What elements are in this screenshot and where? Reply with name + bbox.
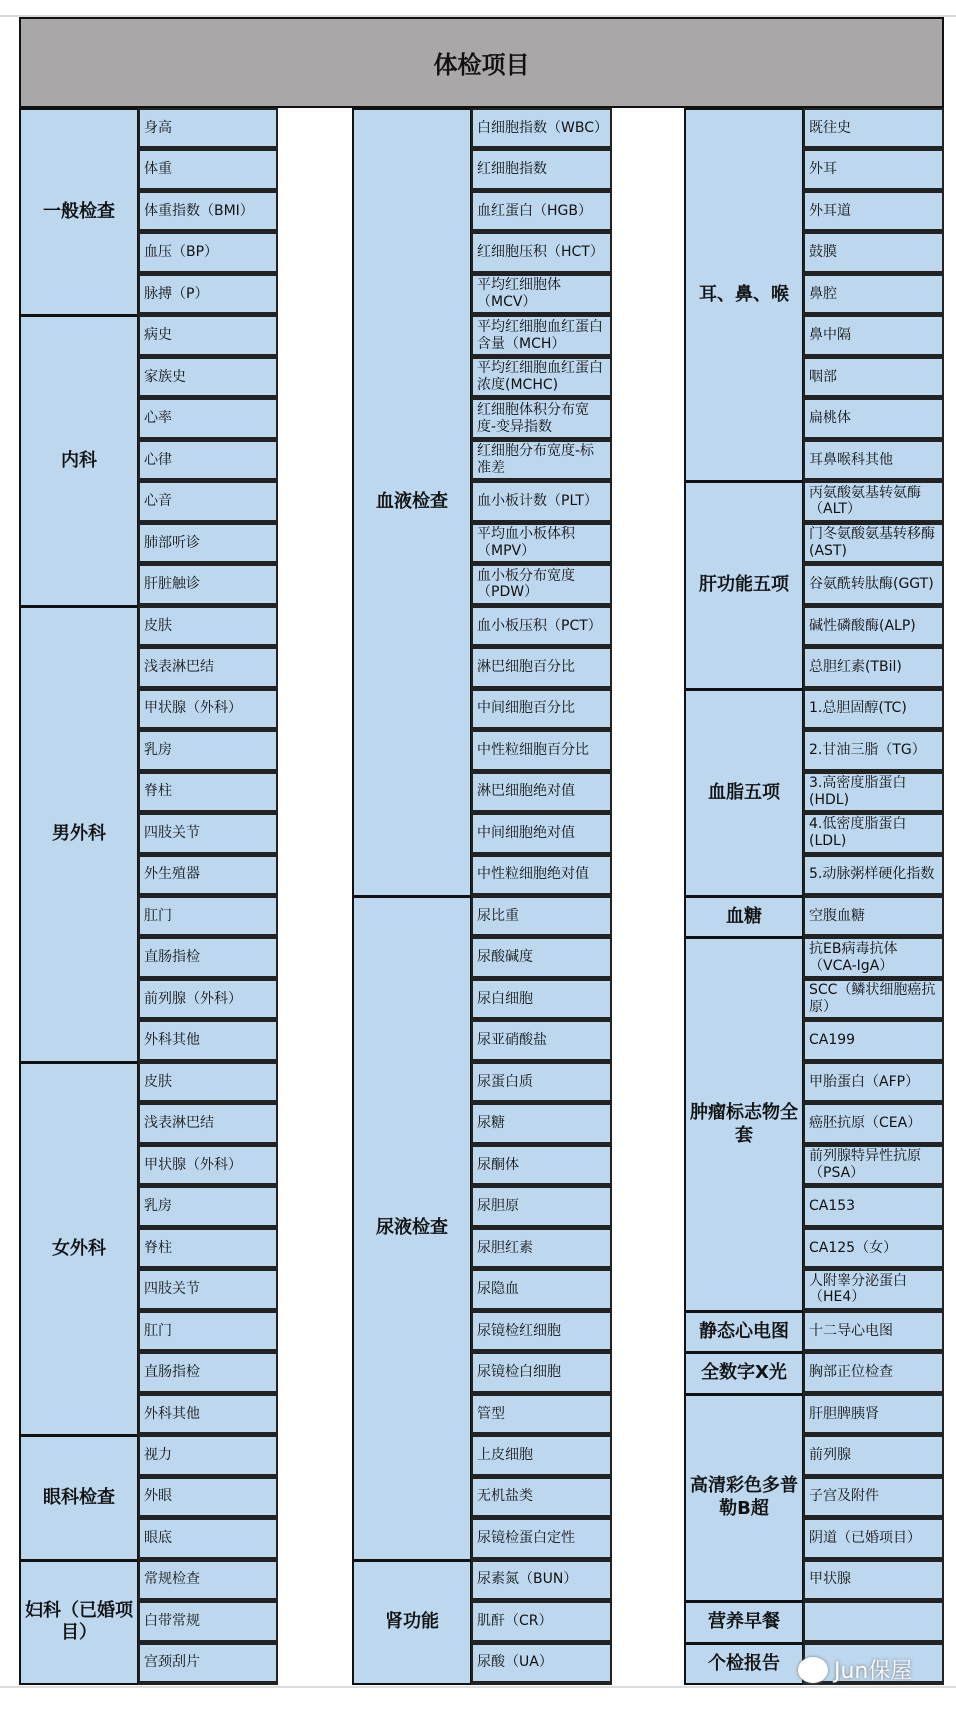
category-cell: 全数字X光 <box>684 1352 804 1394</box>
category-cell: 内科 <box>19 315 139 606</box>
item-cell: 肛门 <box>138 896 278 938</box>
item-cell: 中间细胞绝对值 <box>471 813 612 855</box>
item-cell: 尿糖 <box>471 1103 612 1145</box>
item-cell: 门冬氨酸氨基转移酶(AST) <box>803 523 944 565</box>
item-cell: 2.甘油三脂（TG） <box>803 730 944 772</box>
item-cell: 谷氨酰转肽酶(GGT) <box>803 564 944 606</box>
item-cell: 脊柱 <box>138 772 278 814</box>
item-cell: 上皮细胞 <box>471 1435 612 1477</box>
item-cell: 尿白细胞 <box>471 979 612 1021</box>
item-cell: 尿酸（UA） <box>471 1643 612 1685</box>
item-cell: 白细胞指数（WBC） <box>471 108 612 150</box>
item-cell: CA199 <box>803 1020 944 1062</box>
item-cell: 4.低密度脂蛋白(LDL) <box>803 813 944 855</box>
category-cell: 个检报告 <box>684 1643 804 1685</box>
category-cell: 肾功能 <box>352 1560 472 1685</box>
item-cell: 四肢关节 <box>138 1269 278 1311</box>
category-cell: 血糖 <box>684 896 804 938</box>
item-cell: 直肠指检 <box>138 937 278 979</box>
item-cell: 视力 <box>138 1435 278 1477</box>
category-cell: 营养早餐 <box>684 1601 804 1643</box>
item-cell: CA153 <box>803 1186 944 1228</box>
item-cell: 白带常规 <box>138 1601 278 1643</box>
item-cell: 无机盐类 <box>471 1477 612 1519</box>
item-cell: 甲状腺 <box>803 1560 944 1602</box>
item-cell: 总胆红素(TBil) <box>803 647 944 689</box>
item-cell: 皮肤 <box>138 606 278 648</box>
item-cell: 红细胞指数 <box>471 149 612 191</box>
item-cell: 外耳 <box>803 149 944 191</box>
item-cell: 血压（BP） <box>138 232 278 274</box>
item-cell: 浅表淋巴结 <box>138 647 278 689</box>
item-cell: 心率 <box>138 398 278 440</box>
item-cell: 乳房 <box>138 730 278 772</box>
category-cell: 耳、鼻、喉 <box>684 108 804 482</box>
item-cell: 癌胚抗原（CEA） <box>803 1103 944 1145</box>
item-cell: 尿胆原 <box>471 1186 612 1228</box>
item-cell: 血小板分布宽度（PDW） <box>471 564 612 606</box>
item-cell: 甲胎蛋白（AFP） <box>803 1062 944 1104</box>
item-cell: 尿酸碱度 <box>471 937 612 979</box>
item-cell: 血小板压积（PCT） <box>471 606 612 648</box>
category-cell: 一般检查 <box>19 108 139 316</box>
item-cell: 尿酮体 <box>471 1145 612 1187</box>
category-cell: 血脂五项 <box>684 689 804 897</box>
category-cell: 男外科 <box>19 606 139 1063</box>
item-cell: 血红蛋白（HGB） <box>471 191 612 233</box>
item-cell: 红细胞分布宽度-标准差 <box>471 440 612 482</box>
item-cell: 外眼 <box>138 1477 278 1519</box>
item-cell: 肌酐（CR） <box>471 1601 612 1643</box>
item-cell: 红细胞体积分布宽度-变异指数 <box>471 398 612 440</box>
item-cell: 肛门 <box>138 1311 278 1353</box>
item-cell: 前列腺（外科） <box>138 979 278 1021</box>
item-cell: 平均红细胞血红蛋白浓度(MCHC) <box>471 357 612 399</box>
item-cell: 家族史 <box>138 357 278 399</box>
watermark-text: Jun保屋 <box>834 1659 913 1684</box>
item-cell: 甲状腺（外科） <box>138 1145 278 1187</box>
item-cell: 体重指数（BMI） <box>138 191 278 233</box>
category-cell: 静态心电图 <box>684 1311 804 1353</box>
item-cell: 咽部 <box>803 357 944 399</box>
item-cell: 平均红细胞体（MCV） <box>471 274 612 316</box>
item-cell: 鼻腔 <box>803 274 944 316</box>
item-cell: 中性粒细胞绝对值 <box>471 855 612 897</box>
category-cell: 血液检查 <box>352 108 472 897</box>
item-cell: 前列腺 <box>803 1435 944 1477</box>
item-cell: 常规检查 <box>138 1560 278 1602</box>
item-cell: 心律 <box>138 440 278 482</box>
item-cell: 尿镜检红细胞 <box>471 1311 612 1353</box>
item-cell: 1.总胆固醇(TC) <box>803 689 944 731</box>
item-cell: 尿比重 <box>471 896 612 938</box>
item-cell: 病史 <box>138 315 278 357</box>
item-cell: 乳房 <box>138 1186 278 1228</box>
category-cell: 肿瘤标志物全套 <box>684 937 804 1311</box>
item-cell: 管型 <box>471 1394 612 1436</box>
category-cell: 尿液检查 <box>352 896 472 1561</box>
category-cell: 肝功能五项 <box>684 481 804 689</box>
item-cell: 尿素氮（BUN） <box>471 1560 612 1602</box>
item-cell: 肺部听诊 <box>138 523 278 565</box>
item-cell: 体重 <box>138 149 278 191</box>
item-cell: 鼓膜 <box>803 232 944 274</box>
item-cell: 人附睾分泌蛋白（HE4） <box>803 1269 944 1311</box>
item-cell: 扁桃体 <box>803 398 944 440</box>
item-cell: 外耳道 <box>803 191 944 233</box>
item-cell: 直肠指检 <box>138 1352 278 1394</box>
item-cell: 外科其他 <box>138 1020 278 1062</box>
wechat-icon <box>798 1657 828 1683</box>
item-cell: 身高 <box>138 108 278 150</box>
item-cell: 红细胞压积（HCT） <box>471 232 612 274</box>
item-cell: 心音 <box>138 481 278 523</box>
item-cell: 中间细胞百分比 <box>471 689 612 731</box>
item-cell: 十二导心电图 <box>803 1311 944 1353</box>
item-cell: 耳鼻喉科其他 <box>803 440 944 482</box>
item-cell: 丙氨酸氨基转氨酶（ALT） <box>803 481 944 523</box>
item-cell: 阴道（已婚项目） <box>803 1518 944 1560</box>
item-cell: 淋巴细胞百分比 <box>471 647 612 689</box>
item-cell: 肝脏触诊 <box>138 564 278 606</box>
item-cell: 浅表淋巴结 <box>138 1103 278 1145</box>
item-cell: 5.动脉粥样硬化指数 <box>803 855 944 897</box>
item-cell: 甲状腺（外科） <box>138 689 278 731</box>
watermark <box>798 1654 912 1685</box>
item-cell: 碱性磷酸酶(ALP) <box>803 606 944 648</box>
item-cell: 子宫及附件 <box>803 1477 944 1519</box>
item-cell: 脊柱 <box>138 1228 278 1270</box>
item-cell: 空腹血糖 <box>803 896 944 938</box>
item-cell <box>803 1601 944 1643</box>
category-cell: 眼科检查 <box>19 1435 139 1560</box>
item-cell: 中性粒细胞百分比 <box>471 730 612 772</box>
item-cell: 外生殖器 <box>138 855 278 897</box>
item-cell: 脉搏（P） <box>138 274 278 316</box>
item-cell: 肝胆脾胰肾 <box>803 1394 944 1436</box>
item-cell: 尿胆红素 <box>471 1228 612 1270</box>
item-cell: 胸部正位检查 <box>803 1352 944 1394</box>
item-cell: 尿蛋白质 <box>471 1062 612 1104</box>
item-cell: 鼻中隔 <box>803 315 944 357</box>
page-title: 体检项目 <box>19 17 944 108</box>
category-cell: 高清彩色多普勒B超 <box>684 1394 804 1602</box>
item-cell: 淋巴细胞绝对值 <box>471 772 612 814</box>
item-cell: 眼底 <box>138 1518 278 1560</box>
bottom-divider <box>0 1686 956 1688</box>
item-cell: 前列腺特异性抗原（PSA） <box>803 1145 944 1187</box>
item-cell: 尿亚硝酸盐 <box>471 1020 612 1062</box>
item-cell: 尿隐血 <box>471 1269 612 1311</box>
item-cell: 尿镜检白细胞 <box>471 1352 612 1394</box>
item-cell: CA125（女） <box>803 1228 944 1270</box>
item-cell: 宫颈刮片 <box>138 1643 278 1685</box>
item-cell: 四肢关节 <box>138 813 278 855</box>
category-cell: 妇科（已婚项目） <box>19 1560 139 1685</box>
item-cell: 尿镜检蛋白定性 <box>471 1518 612 1560</box>
item-cell: 血小板计数（PLT） <box>471 481 612 523</box>
item-cell: 既往史 <box>803 108 944 150</box>
item-cell: 3.高密度脂蛋白(HDL) <box>803 772 944 814</box>
item-cell: 皮肤 <box>138 1062 278 1104</box>
item-cell: 平均血小板体积（MPV） <box>471 523 612 565</box>
item-cell: 平均红细胞血红蛋白含量（MCH） <box>471 315 612 357</box>
category-cell: 女外科 <box>19 1062 139 1436</box>
item-cell: 抗EB病毒抗体（VCA-IgA） <box>803 937 944 979</box>
item-cell: 外科其他 <box>138 1394 278 1436</box>
item-cell: SCC（鳞状细胞癌抗原） <box>803 979 944 1021</box>
